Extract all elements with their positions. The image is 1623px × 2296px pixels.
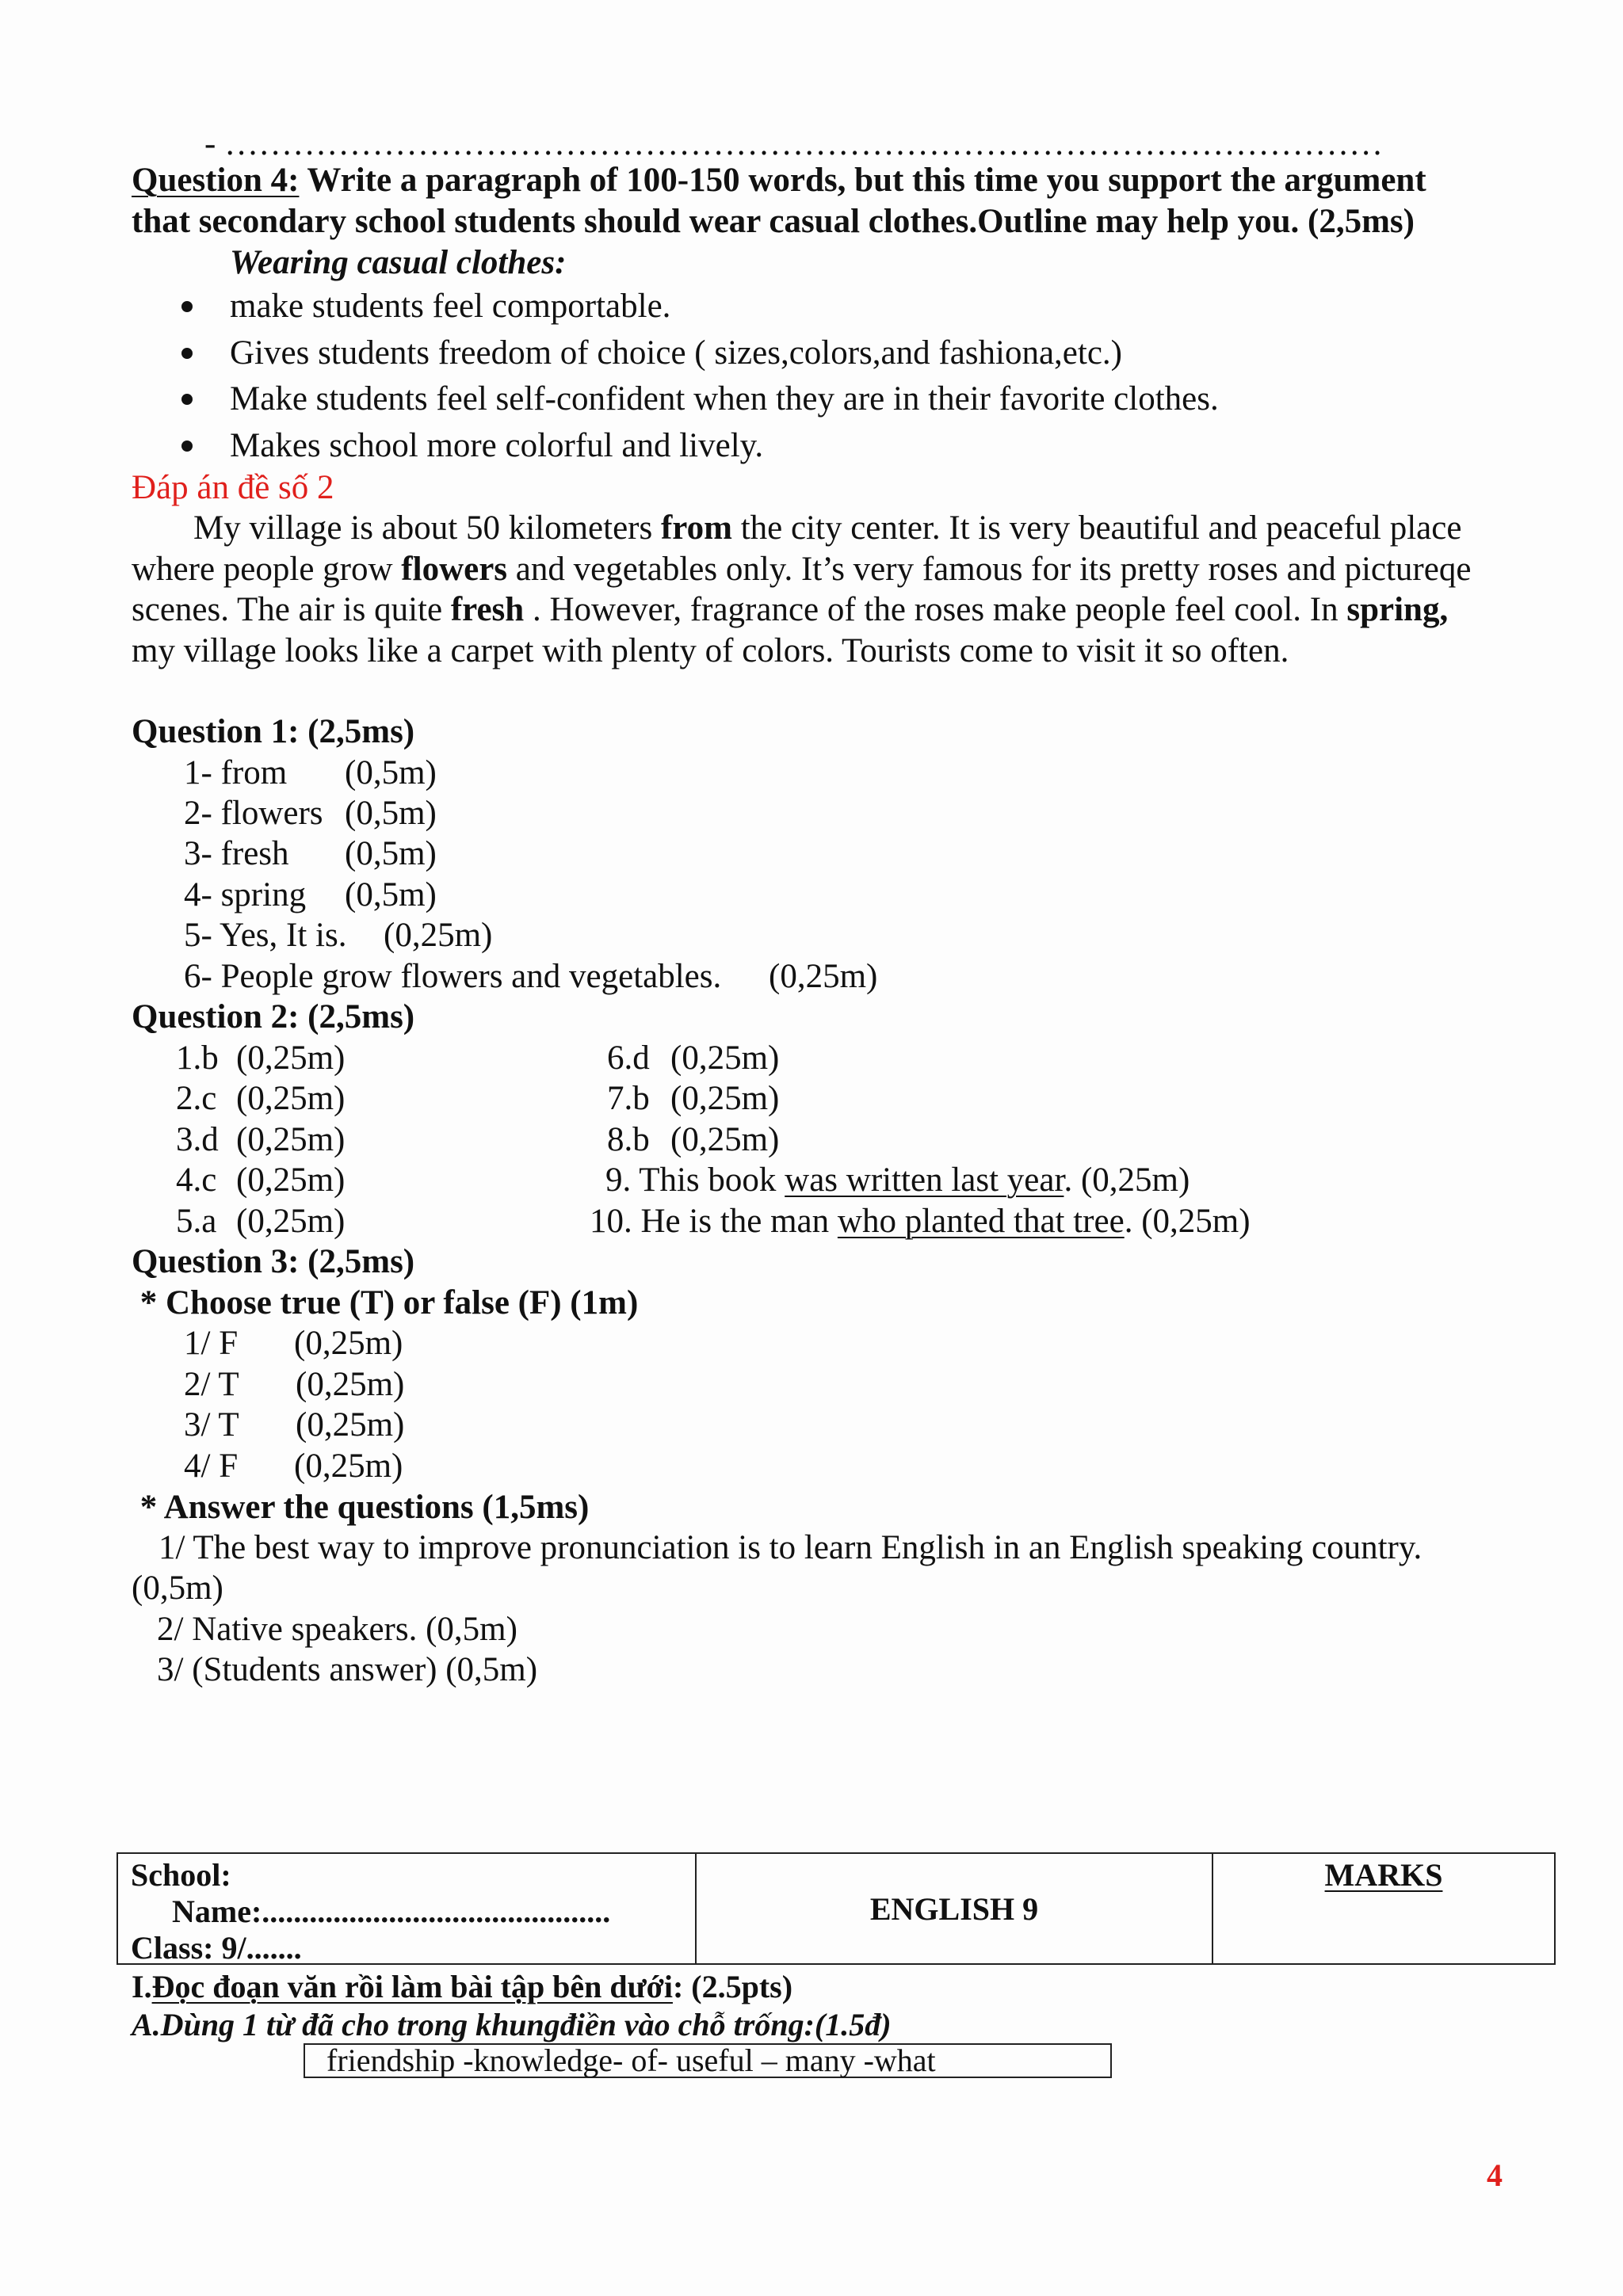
- q2-score: (0,25m): [236, 1080, 346, 1117]
- q3-answer-1: 1/ The best way to improve pronunciation is to learn English in an English speaking country.: [158, 1529, 1423, 1566]
- q1-item: 2- flowers: [184, 795, 323, 832]
- section-a-heading: A.Dùng 1 từ đã cho trong khungđiền vào chỗ trống:(1.5đ): [132, 2007, 892, 2042]
- q3-tf-heading: * Choose true (T) or false (F) (1m): [132, 1284, 639, 1322]
- q1-score: (0,5m): [345, 754, 437, 791]
- q2-score: (0,25m): [236, 1039, 346, 1077]
- q1-item: 3- fresh: [184, 835, 289, 872]
- q2-score: (0,25m): [236, 1121, 346, 1158]
- bullet-icon: [181, 301, 193, 312]
- q2-score: (0,25m): [670, 1080, 780, 1117]
- q3-tf-score: (0,25m): [296, 1406, 405, 1444]
- q3-tf-item: 4/ F: [184, 1447, 239, 1485]
- q3-answer-3: 3/ (Students answer) (0,5m): [157, 1651, 538, 1688]
- q2-item: 6.d: [607, 1039, 650, 1077]
- q2-heading: Question 2: (2,5ms): [132, 998, 415, 1035]
- q3-tf-item: 1/ F: [184, 1325, 239, 1362]
- q1-item: 5- Yes, It is.: [184, 917, 347, 954]
- q4-label: Question 4:: [132, 162, 300, 199]
- q1-score: (0,5m): [345, 795, 437, 832]
- outline-bullet-item: Gives students freedom of choice ( sizes,colors,and fashiona,etc.): [132, 330, 1219, 377]
- name-field: Name:............................................: [172, 1894, 611, 1929]
- outline-bullet-item: make students feel comportable.: [132, 284, 1219, 330]
- q3-answer-2: 2/ Native speakers. (0,5m): [157, 1611, 517, 1648]
- q2-item: 2.c: [176, 1080, 217, 1117]
- outline-bullet-list: [132, 284, 1219, 469]
- q1-score: (0,25m): [769, 958, 878, 995]
- q4-prompt-text: Write a paragraph of 100-150 words, but this time you support the argument: [299, 162, 1426, 199]
- q2-item: 8.b: [607, 1121, 650, 1158]
- answer-word: spring,: [1346, 591, 1449, 628]
- q3-tf-item: 3/ T: [184, 1406, 239, 1444]
- q3-heading: Question 3: (2,5ms): [132, 1243, 415, 1280]
- q1-item: 1- from: [184, 754, 288, 791]
- q3-tf-score: (0,25m): [294, 1447, 403, 1485]
- q2-score: (0,25m): [236, 1203, 346, 1240]
- page-number: 4: [1487, 2157, 1503, 2193]
- q1-heading: Question 1: (2,5ms): [132, 713, 415, 750]
- subject-cell: [696, 1853, 1212, 1964]
- outline-bullet-item: Make students feel self-confident when they are in their favorite clothes.: [132, 376, 1219, 423]
- bullet-icon: [181, 348, 193, 359]
- q1-item: 6- People grow flowers and vegetables.: [184, 958, 722, 995]
- dotted-answer-line: - …………………………………………………………………………………………: [204, 125, 1384, 162]
- answer-word: fresh: [450, 591, 525, 628]
- q2-score: (0,25m): [236, 1161, 346, 1199]
- word-bank-box: friendship -knowledge- of- useful – many -what: [304, 2043, 1112, 2078]
- outline-bullet-item: Makes school more colorful and lively.: [132, 423, 1219, 470]
- marks-cell: [1212, 1853, 1555, 1964]
- student-info-cell: [117, 1853, 696, 1964]
- q4-prompt-line1: [132, 160, 1426, 201]
- q3-tf-score: (0,25m): [294, 1325, 403, 1362]
- exam-header-table: [116, 1852, 1556, 1965]
- q2-item: 5.a: [176, 1203, 217, 1240]
- q2-item: 7.b: [607, 1080, 650, 1117]
- school-label: School:: [131, 1857, 231, 1893]
- q2-item-9: 9. This book was written last year. (0,25m): [605, 1161, 1190, 1199]
- q1-score: (0,25m): [384, 917, 493, 954]
- bullet-icon: [181, 394, 193, 405]
- q2-item: 3.d: [176, 1121, 219, 1158]
- bullet-icon: [181, 441, 193, 452]
- answer-key-title: Đáp án đề số 2: [132, 469, 334, 506]
- q1-item: 4- spring: [184, 876, 307, 913]
- answer-word: from: [660, 509, 732, 547]
- section-1-heading: I.Đọc đoạn văn rồi làm bài tập bên dưới: (2.5pts): [132, 1969, 793, 2004]
- subject-title: ENGLISH 9: [869, 1890, 1039, 1927]
- q3-tf-item: 2/ T: [184, 1366, 239, 1403]
- q2-item-10: 10. He is the man who planted that tree. (0,25m): [590, 1203, 1251, 1240]
- q2-item: 4.c: [176, 1161, 217, 1199]
- q4-prompt-line2: that secondary school students should wear casual clothes.Outline may help you. (2,5ms): [132, 203, 1415, 240]
- marks-label: MARKS: [1324, 1857, 1443, 1893]
- class-field: Class: 9/.......: [131, 1930, 302, 1966]
- answer-word: flowers: [401, 550, 508, 588]
- q1-score: (0,5m): [345, 835, 437, 872]
- answer-passage: My village is about 50 kilometers from the city center. It is very beautiful and peaceful place where people grow flowers and vegetables only. It’s very famous for its pretty roses and pictureqe scenes. The air is quite fresh . However, fragrance of the roses make people feel cool. In spring, my village looks like a carpet with plenty of colors. Tourists come to visit it so often.: [132, 509, 1472, 669]
- q2-score: (0,25m): [670, 1121, 780, 1158]
- q1-score: (0,5m): [345, 876, 437, 913]
- q3-tf-score: (0,25m): [296, 1366, 405, 1403]
- q2-item: 1.b: [176, 1039, 219, 1077]
- q3-answer-1-score: (0,5m): [132, 1569, 223, 1607]
- q3-answer-heading: * Answer the questions (1,5ms): [132, 1489, 590, 1526]
- outline-title: Wearing casual clothes:: [230, 244, 567, 281]
- q2-score: (0,25m): [670, 1039, 780, 1077]
